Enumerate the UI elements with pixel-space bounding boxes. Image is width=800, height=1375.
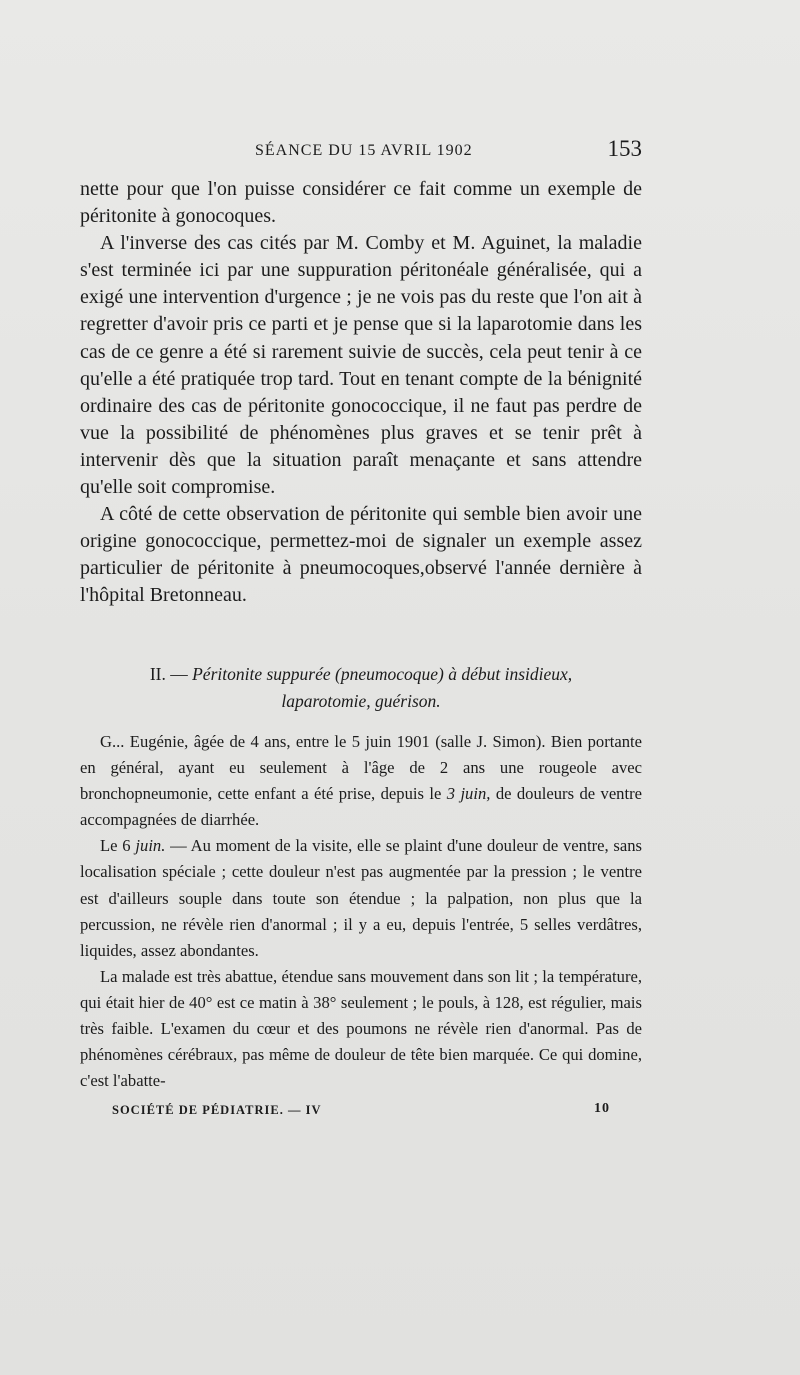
section-title-line-2: laparotomie, guérison. (281, 691, 441, 711)
section-number: II. — (149, 664, 188, 684)
paragraph-discussion: A l'inverse des cas cités par M. Comby et M. Aguinet, la maladie s'est terminée ici par une suppuration péritonéale généralisée, qui a exigé une intervention d'urgence ; je ne vois pas du reste que l'on ait à regretter d'avoir pris ce parti et je pense que si la laparotomie dans les cas de ce genre a été si rarement suivie de succès, cela peut tenir à ce qu'elle a été pratiquée trop tard. Tout en tenant compte de la bénignité ordinaire des cas de péritonite gonococcique, il ne faut pas perdre de vue la possibilité de phénomènes plus graves et se tenir prêt à intervenir dès que la situation paraît menaçante et sans attendre qu'elle soit compromise. (80, 232, 642, 499)
main-text (80, 176, 642, 610)
signature-mark: SOCIÉTÉ DE PÉDIATRIE. — IV (112, 1103, 322, 1117)
observation-paragraph-2 (80, 833, 642, 963)
running-head: SÉANCE DU 15 AVRIL 1902 (255, 142, 473, 159)
page-footer (80, 1100, 642, 1122)
observation-text (80, 729, 642, 1094)
section-title-line-1: Péritonite suppurée (pneumocoque) à début insidieux, (192, 664, 573, 684)
observation-paragraph-3: La malade est très abattue, étendue sans mouvement dans son lit ; la température, qui était hier de 40° est ce matin à 38° seulement ; le pouls, à 128, est régulier, mais très faible. L'examen du cœur et des poumons ne révèle rien d'anormal. Pas de phénomènes cérébraux, pas même de douleur de tête bien marquée. Ce qui domine, c'est l'abatte- (80, 966, 642, 1091)
obs-p2-date: juin. (135, 836, 166, 856)
observation-paragraph-1 (80, 729, 642, 833)
paragraph-continuation: nette pour que l'on puisse considérer ce fait comme un exemple de péritonite à gonocoques. (80, 178, 642, 228)
page-number: 153 (607, 136, 642, 161)
obs-p1-date: 3 juin, (446, 784, 491, 804)
obs-p1-after: de douleurs de ventre accompagnées de diarrhée. (80, 784, 642, 830)
section-heading-line-1 (80, 661, 642, 688)
section-heading (80, 661, 642, 715)
paragraph-introduction: A côté de cette observation de péritonite qui semble bien avoir une origine gonococcique, permettez-moi de signaler un exemple assez particulier de péritonite à pneumocoques,observé l'année dernière à l'hôpital Bretonneau. (80, 503, 642, 607)
obs-p2-after: — Au moment de la visite, elle se plaint d'une douleur de ventre, sans localisation spéciale ; cette douleur n'est pas augmentée par la pression ; le ventre est d'ailleurs souple dans toute son étendue ; la palpation, non plus que la percussion, ne révèle rien d'anormal ; il y a eu, depuis l'entrée, 5 selles verdâtres, liquides, assez abondantes. (80, 836, 642, 960)
sheet-number: 10 (594, 1101, 610, 1116)
obs-p2-lead: Le 6 (100, 836, 136, 856)
page-header (80, 136, 642, 166)
obs-p1-before: G... Eugénie, âgée de 4 ans, entre le 5 juin 1901 (salle J. Simon). Bien portante en général, ayant eu seulement à l'âge de 2 ans une rougeole avec bronchopneumonie, cette enfant a été prise, depuis le (80, 732, 642, 804)
